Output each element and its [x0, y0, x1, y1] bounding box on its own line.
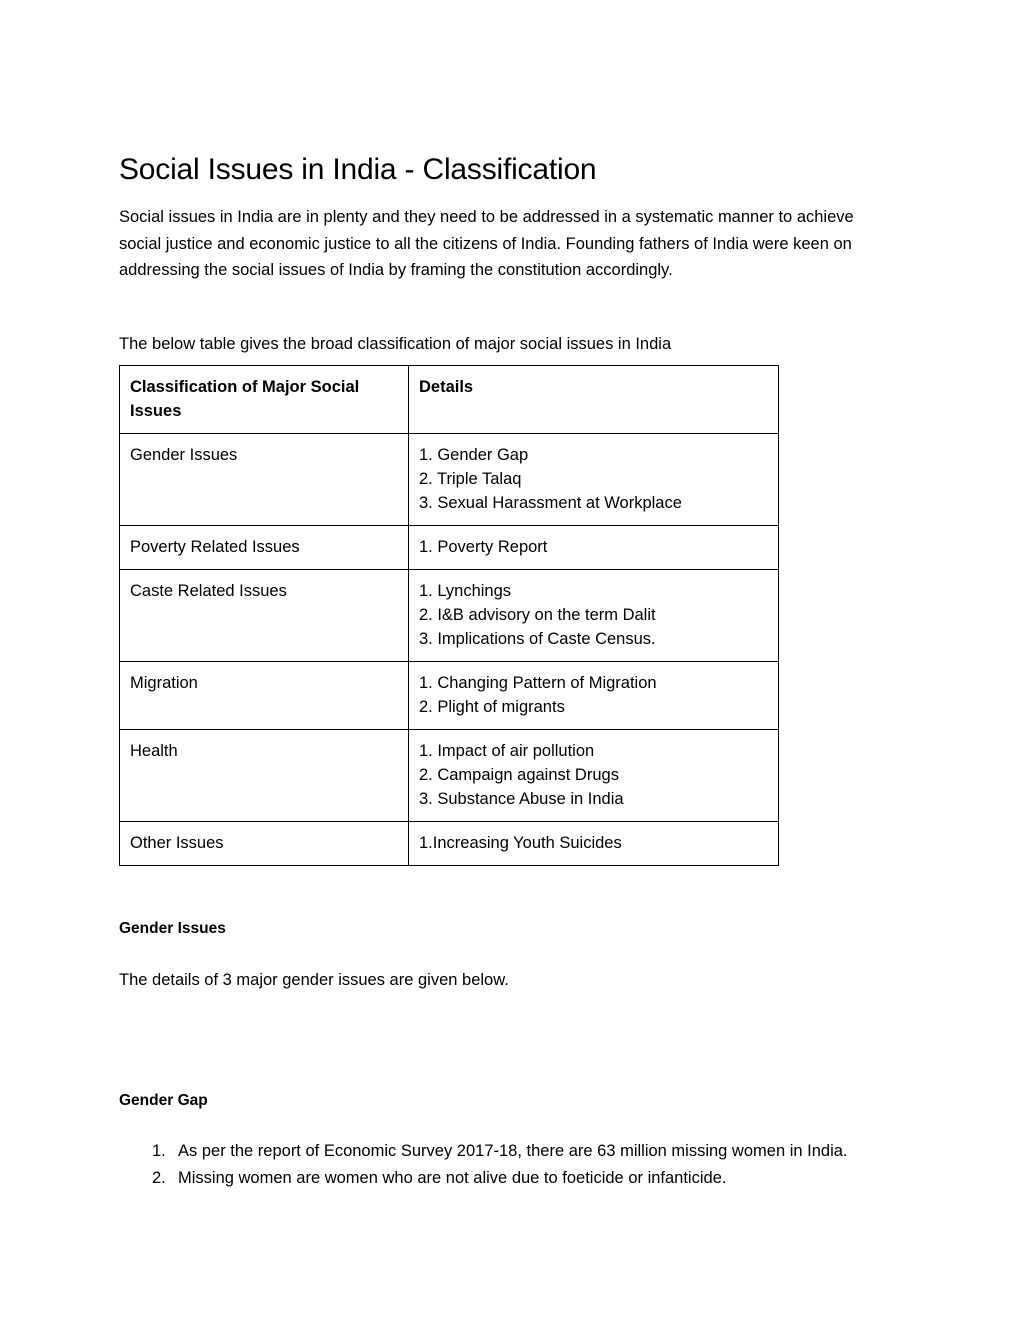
detail-item: 1. Gender Gap	[419, 445, 529, 464]
details-list	[419, 739, 768, 811]
details-list	[419, 443, 768, 515]
table-row	[120, 729, 779, 821]
detail-item: 1. Poverty Report	[419, 537, 548, 556]
list-item-marker: 2.	[152, 1168, 166, 1187]
cell-details	[409, 525, 779, 569]
table-row	[120, 433, 779, 525]
cell-details	[409, 821, 779, 865]
detail-item: 1. Changing Pattern of Migration	[419, 673, 657, 692]
detail-item: 3. Implications of Caste Census.	[419, 629, 656, 648]
page-title: Social Issues in India - Classification	[119, 153, 597, 186]
detail-item: 1.Increasing Youth Suicides	[419, 833, 622, 852]
cell-category: Caste Related Issues	[120, 569, 409, 661]
detail-item: 1. Impact of air pollution	[419, 741, 595, 760]
detail-item: 3. Sexual Harassment at Workplace	[419, 493, 682, 512]
section-heading-gender-issues: Gender Issues	[119, 919, 226, 937]
cell-details	[409, 569, 779, 661]
column-header-details: Details	[409, 365, 779, 433]
detail-item: 2. I&B advisory on the term Dalit	[419, 605, 656, 624]
table-header-row	[120, 365, 779, 433]
cell-category: Gender Issues	[120, 433, 409, 525]
table-row	[120, 661, 779, 729]
table-lead-in-text: The below table gives the broad classification of major social issues in India	[119, 334, 672, 353]
detail-item: 3. Substance Abuse in India	[419, 789, 624, 808]
cell-category: Poverty Related Issues	[120, 525, 409, 569]
cell-details	[409, 433, 779, 525]
cell-category: Health	[120, 729, 409, 821]
cell-details	[409, 661, 779, 729]
list-item	[119, 1165, 938, 1192]
detail-item: 2. Triple Talaq	[419, 469, 522, 488]
social-issues-table	[119, 365, 779, 866]
document-content	[119, 0, 901, 1192]
cell-category: Migration	[120, 661, 409, 729]
intro-paragraph: Social issues in India are in plenty and they need to be addressed in a systematic manner to achieve social justice and economic justice to all the citizens of India. Founding fathers of India were keen on addressing the social issues of India by framing the constitution accordingly.	[119, 208, 854, 279]
details-list	[419, 535, 768, 559]
list-item	[119, 1138, 938, 1165]
table-row	[120, 821, 779, 865]
table-row	[120, 569, 779, 661]
column-header-classification: Classification of Major Social Issues	[120, 365, 409, 433]
detail-item: 1. Lynchings	[419, 581, 512, 600]
gender-gap-points-list	[119, 1112, 901, 1192]
list-item-text: As per the report of Economic Survey 2017-18, there are 63 million missing women in India.	[178, 1141, 848, 1160]
cell-details	[409, 729, 779, 821]
list-item-marker: 1.	[152, 1141, 166, 1160]
cell-category: Other Issues	[120, 821, 409, 865]
detail-item: 2. Campaign against Drugs	[419, 765, 619, 784]
details-list	[419, 671, 768, 719]
details-list	[419, 579, 768, 651]
detail-item: 2. Plight of migrants	[419, 697, 565, 716]
details-list	[419, 831, 768, 855]
section-heading-gender-gap: Gender Gap	[119, 1091, 208, 1109]
table-row	[120, 525, 779, 569]
list-item-text: Missing women are women who are not alive due to foeticide or infanticide.	[178, 1168, 727, 1187]
gender-issues-note: The details of 3 major gender issues are given below.	[119, 970, 509, 989]
